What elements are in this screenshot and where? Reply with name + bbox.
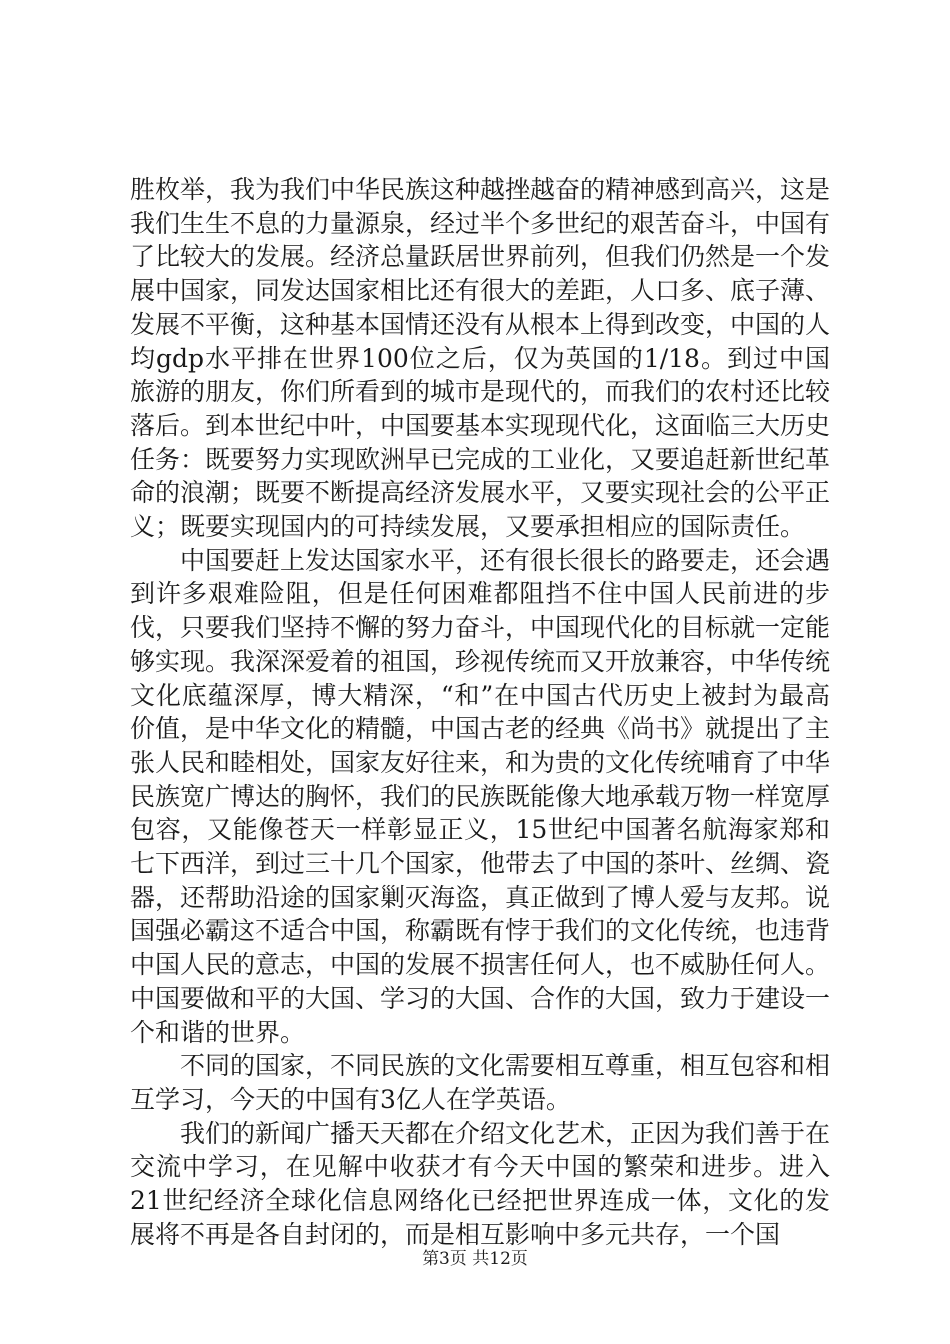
page-number-footer: 第3页 共12页 (422, 1249, 528, 1269)
paragraph: 不同的国家，不同民族的文化需要相互尊重，相互包容和相互学习，今天的中国有3亿人在学英语。 (130, 1051, 831, 1114)
document-body (130, 173, 830, 1252)
paragraph-continuation: 胜枚举，我为我们中华民族这种越挫越奋的精神感到高兴，这是我们生生不息的力量源泉，经过半个多世纪的艰苦奋斗，中国有了比较大的发展。经济总量跃居世界前列，但我们仍然是一个发展中国家，同发达国家相比还有很大的差距，人口多、底子薄、发展不平衡，这种基本国情还没有从根本上得到改变，中国的人均gdp水平排在世界100位之后，仅为英国的1/18。到过中国旅游的朋友，你们所看到的城市是现代的，而我们的农村还比较落后。到本世纪中叶，中国要基本实现现代化，这面临三大历史任务：既要努力实现欧洲早已完成的工业化，又要追赶新世纪革命的浪潮；既要不断提高经济发展水平，又要实现社会的公平正义；既要实现国内的可持续发展，又要承担相应的国际责任。 (130, 175, 831, 542)
paragraph: 中国要赶上发达国家水平，还有很长很长的路要走，还会遇到许多艰难险阻，但是任何困难都阻挡不住中国人民前进的步伐，只要我们坚持不懈的努力奋斗，中国现代化的目标就一定能够实现。我深深爱着的祖国，珍视传统而又开放兼容，中华传统文化底蕴深厚，博大精深，“和”在中国古代历史上被封为最高价值，是中华文化的精髓，中国古老的经典《尚书》就提出了主张人民和睦相处，国家友好往来，和为贵的文化传统哺育了中华民族宽广博达的胸怀，我们的民族既能像大地承载万物一样宽厚包容，又能像苍天一样彰显正义，15世纪中国著名航海家郑和七下西洋，到过三十几个国家，他带去了中国的茶叶、丝绸、瓷器，还帮助沿途的国家剿灭海盗，真正做到了博人爱与友邦。说国强必霸这不适合中国，称霸既有悖于我们的文化传统，也违背中国人民的意志，中国的发展不损害任何人，也不威胁任何人。中国要做和平的大国、学习的大国、合作的大国，致力于建设一个和谐的世界。 (130, 545, 831, 1047)
paragraph: 我们的新闻广播天天都在介绍文化艺术，正因为我们善于在交流中学习，在见解中收获才有今天中国的繁荣和进步。进入21世纪经济全球化信息网络化已经把世界连成一体，文化的发展将不再是各自封闭的，而是相互影响中多元共存，一个国 (130, 1118, 831, 1249)
